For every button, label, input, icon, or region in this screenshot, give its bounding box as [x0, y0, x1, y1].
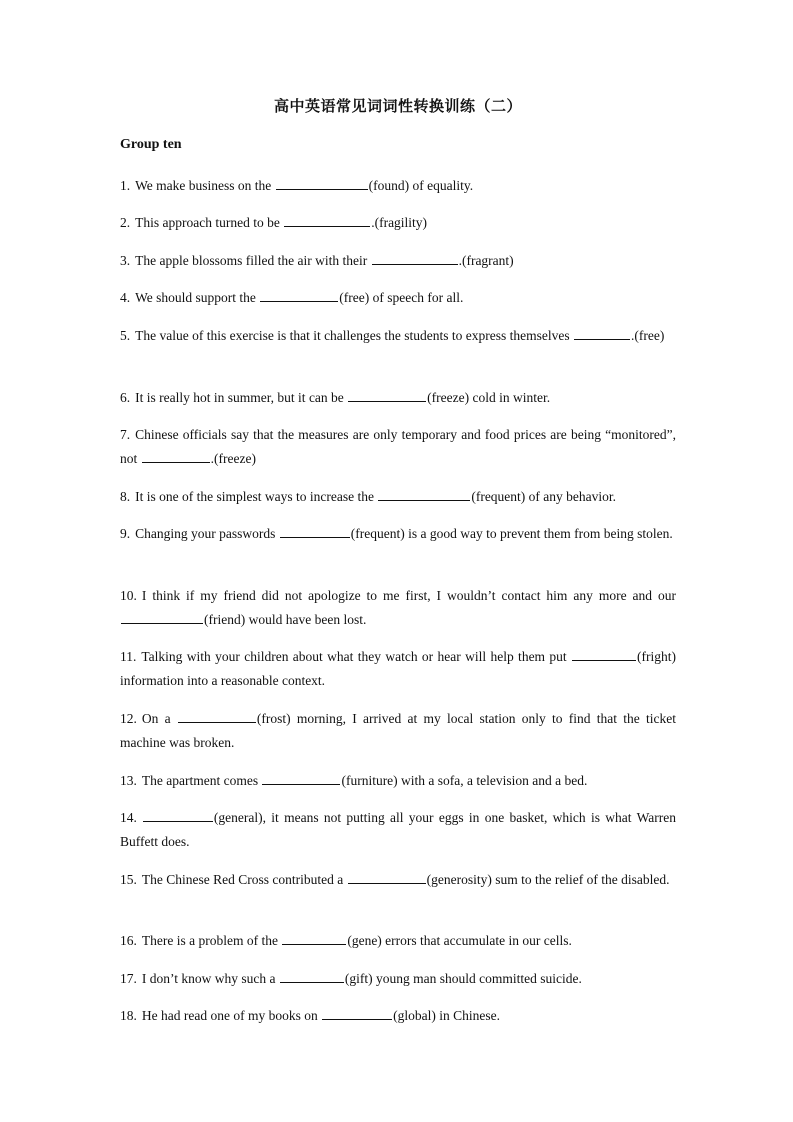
answer-blank[interactable] [121, 609, 203, 624]
exercise-text-before: He had read one of my books on [141, 1008, 322, 1023]
exercise-item [120, 249, 676, 273]
exercise-number: 10. [120, 588, 137, 603]
exercise-item [120, 485, 676, 509]
exercise-text-after: .(free) [631, 328, 665, 343]
answer-blank[interactable] [372, 250, 458, 265]
exercise-item [120, 645, 676, 693]
answer-blank[interactable] [143, 807, 213, 822]
answer-blank[interactable] [348, 387, 426, 402]
exercise-text-after: (friend) would have been lost. [204, 612, 367, 627]
answer-blank[interactable] [262, 770, 340, 785]
exercise-item [120, 423, 676, 471]
answer-blank[interactable] [260, 287, 338, 302]
exercise-text-before: Talking with your children about what they watch or hear will help them put [141, 649, 572, 664]
exercise-text-after: .(freeze) [210, 451, 256, 466]
group-label: Group ten [120, 137, 182, 152]
exercise-text-after: (freeze) cold in winter. [427, 390, 551, 405]
exercise-number: 9. [120, 526, 131, 541]
exercise-text-after: (generosity) sum to the relief of the disabled. [426, 872, 670, 887]
exercise-text-before: Chinese officials say that the measures are only temporary and food prices are being “monitored”, not [120, 427, 676, 466]
exercise-number: 18. [120, 1008, 137, 1023]
exercise-text-before: This approach turned to be [135, 215, 284, 230]
exercise-number: 6. [120, 390, 131, 405]
exercise-number: 15. [120, 872, 137, 887]
exercise-text-after: (furniture) with a sofa, a television and a bed. [341, 773, 588, 788]
exercise-text-after: .(fragrant) [458, 253, 514, 268]
exercise-number: 7. [120, 427, 131, 442]
answer-blank[interactable] [574, 325, 630, 340]
exercise-text-after: (frequent) of any behavior. [471, 489, 617, 504]
exercise-text-before: I don’t know why such a [141, 971, 279, 986]
exercise-text-after: (general), it means not putting all your eggs in one basket, which is what Warren Buffett does. [120, 810, 676, 849]
exercise-text-after: (frequent) is a good way to prevent them from being stolen. [350, 526, 673, 541]
exercise-text-after: (gift) young man should committed suicide. [344, 971, 582, 986]
exercise-number: 16. [120, 933, 137, 948]
exercise-number: 14. [120, 810, 137, 825]
exercise-text-before: There is a problem of the [141, 933, 282, 948]
exercise-number: 3. [120, 253, 131, 268]
exercise-number: 5. [120, 328, 131, 343]
page-title: 高中英语常见词词性转换训练（二） [273, 97, 522, 115]
exercise-item [120, 386, 676, 410]
answer-blank[interactable] [572, 646, 636, 661]
answer-blank[interactable] [280, 968, 344, 983]
exercise-text-after: (fright) information into a reasonable context. [120, 649, 676, 688]
exercise-item [120, 868, 676, 892]
answer-blank[interactable] [284, 212, 370, 227]
exercise-item [120, 806, 676, 854]
exercise-text-after: (gene) errors that accumulate in our cells. [347, 933, 572, 948]
exercise-number: 8. [120, 489, 131, 504]
exercise-number: 2. [120, 215, 131, 230]
answer-blank[interactable] [280, 523, 350, 538]
exercise-item [120, 584, 676, 632]
answer-blank[interactable] [178, 708, 256, 723]
exercise-text-before: It is really hot in summer, but it can be [135, 390, 348, 405]
exercise-text-before: Changing your passwords [135, 526, 279, 541]
exercise-text-after: (frost) morning, I arrived at my local station only to find that the ticket machine was broken. [120, 711, 676, 750]
exercise-item [120, 324, 676, 348]
answer-blank[interactable] [142, 448, 210, 463]
exercise-item [120, 286, 676, 310]
exercise-number: 1. [120, 178, 131, 193]
exercise-item [120, 174, 676, 198]
answer-blank[interactable] [282, 930, 346, 945]
exercise-text-before: We should support the [135, 290, 260, 305]
exercise-item [120, 211, 676, 235]
exercise-number: 4. [120, 290, 131, 305]
exercise-text-before: The apple blossoms filled the air with their [135, 253, 371, 268]
exercise-text-before: On a [141, 711, 177, 726]
exercise-text-before: The Chinese Red Cross contributed a [141, 872, 347, 887]
exercise-text-after: (found) of equality. [368, 178, 474, 193]
exercise-number: 12. [120, 711, 137, 726]
exercise-text-before: The value of this exercise is that it challenges the students to express themselves [135, 328, 574, 343]
exercise-number: 11. [120, 649, 137, 664]
exercise-text-after: (global) in Chinese. [393, 1008, 500, 1023]
exercise-item [120, 769, 676, 793]
exercise-item [120, 929, 676, 953]
exercise-text-before: I think if my friend did not apologize to me first, I wouldn’t contact him any more and our [141, 588, 676, 603]
exercise-text-after: .(fragility) [371, 215, 428, 230]
exercise-item [120, 1004, 676, 1028]
answer-blank[interactable] [378, 486, 470, 501]
exercise-number: 17. [120, 971, 137, 986]
answer-blank[interactable] [348, 869, 426, 884]
exercise-text-before: The apartment comes [141, 773, 262, 788]
exercise-text-before: We make business on the [135, 178, 275, 193]
exercise-item [120, 967, 676, 991]
exercise-item [120, 707, 676, 755]
exercise-number: 13. [120, 773, 137, 788]
answer-blank[interactable] [276, 175, 368, 190]
exercise-text-after: (free) of speech for all. [339, 290, 464, 305]
exercise-item [120, 522, 676, 546]
exercise-text-before: It is one of the simplest ways to increase the [135, 489, 378, 504]
answer-blank[interactable] [322, 1005, 392, 1020]
